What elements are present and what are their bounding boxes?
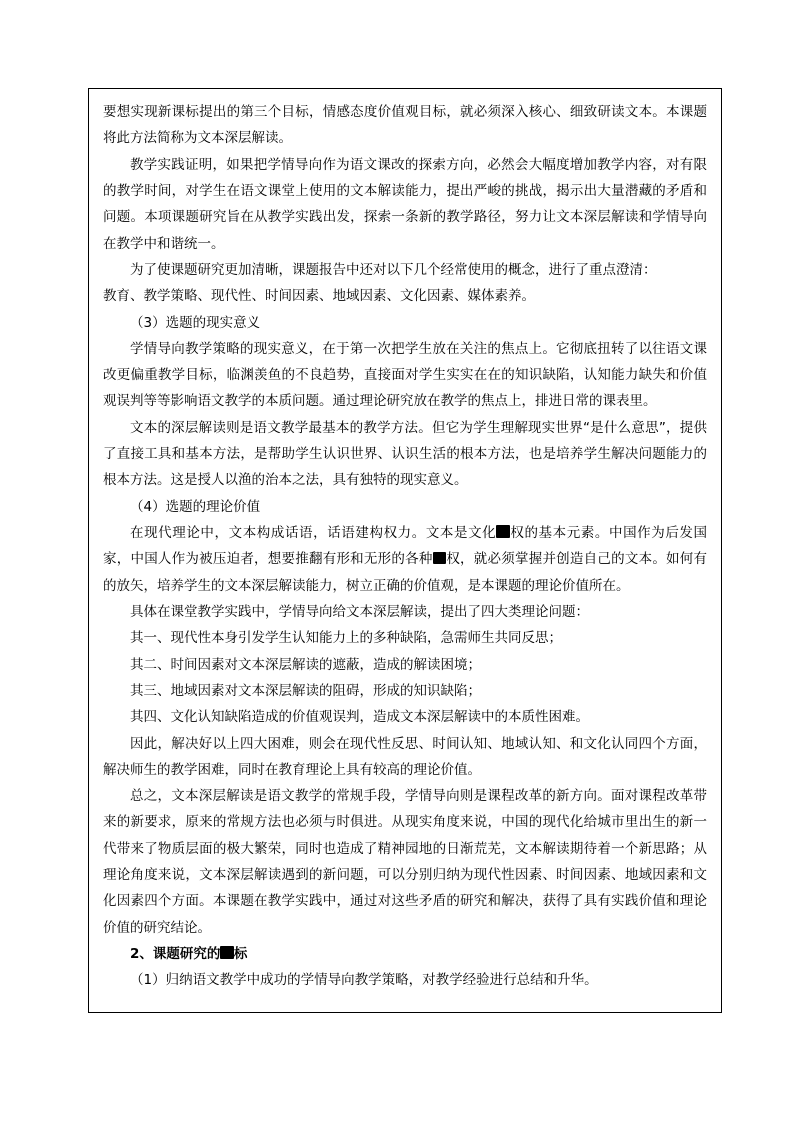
concept-list: 教育、教学策略、现代性、时间因素、地域因素、文化因素、媒体素养。 [103,288,535,305]
paragraph-7: 文本的深层解读则是语文教学最基本的教学方法。但它为学生理解现实世界“是什么意思”，提供了直接工具和基本方法，是帮助学生认识世界、认识生活的根本方法，也是培养学生解决问题能力的根本方法。这是授人以渔的治本之法，具有独特的现实意义。 [103,419,707,489]
list-item-3: 其三、地域因素对文本深层解读的阻碍，形成的知识缺陷； [130,682,481,699]
heading-research-goals [103,941,707,967]
paragraph-9-part-2: 权的基本元素。中国作为后发国家，中国人作为被压迫者，想要推翻有形和无形的各种 [103,525,708,568]
redacted-mark-1 [496,525,510,538]
list-item-4: 其四、文化认知缺陷造成的价值观误判，造成文本深层解读中的本质性困难。 [130,709,589,726]
paragraph-6: 学情导向教学策略的现实意义，在于第一次把学生放在关注的焦点上。它彻底扭转了以往语文课改更偏重教学目标，临渊羡鱼的不良趋势，直接面对学生实实在在的知识缺陷，认知能力缺失和价值观误判等等影响语文教学的本质问题。通过理论研究放在教学的焦点上，排进日常的课表里。 [103,340,707,410]
list-item-1: 其一、现代性本身引发学生认知能力上的多种缺陷，急需师生共同反思； [130,630,562,647]
heading-research-goals-part-1: 2、课题研究的 [130,946,221,962]
paragraph-2: 教学实践证明，如果把学情导向作为语文课改的探索方向，必然会大幅度增加教学内容，对有限的教学时间，对学生在语文课堂上使用的文本解读能力，提出严峻的挑战，揭示出大量潜藏的矛盾和问题。本项课题研究旨在从教学实践出发，探索一条新的教学路径，努力让文本深层解读和学情导向在教学中和谐统一。 [103,156,707,252]
paragraph-9-part-1: 在现代理论中，文本构成话语，话语建构权力。文本是文化 [130,525,497,541]
heading-practical-significance: （3）选题的现实意义 [130,314,261,331]
heading-research-goals-part-2: 标 [233,946,248,962]
paragraph-15: 因此，解决好以上四大困难，则会在现代性反思、时间认知、地域认知、和文化认同四个方面，解决师生的教学困难，同时在教育理论上具有较高的理论价值。 [103,735,707,778]
paragraph-16: 总之，文本深层解读是语文教学的常规手段，学情导向则是课程改革的新方向。面对课程改革带来的新要求，原来的常规方法也必须与时俱进。从现实角度来说，中国的现代化给城市里出生的新一代带来了物质层面的极大繁荣，同时也造成了精神园地的日渐荒芜，文本解读期待着一个新思路；从理论角度来说，文本深层解读遇到的新问题，可以分别归纳为现代性因素、时间因素、地域因素和文化因素四个方面。本课题在教学实践中，通过对这些矛盾的研究和解决，获得了具有实践价值和理论价值的研究结论。 [103,788,707,936]
redacted-mark-3 [220,946,234,959]
paragraph-3: 为了使课题研究更加清晰，课题报告中还对以下几个经常使用的概念，进行了重点澄清： [130,261,657,278]
heading-theoretical-value: （4）选题的理论价值 [130,498,261,515]
table-cell-body [103,99,707,994]
redacted-mark-2 [433,552,447,565]
paragraph-10: 具体在课堂教学实践中，学情导向给文本深层解读，提出了四大类理论问题： [130,603,589,620]
paragraph-9 [103,520,707,599]
paragraph-18: （1）归纳语文教学中成功的学情导向教学策略，对教学经验进行总结和升华。 [130,972,598,989]
content-table [88,88,722,1013]
paragraph-1: 要想实现新课标提出的第三个目标，情感态度价值观目标，就必须深入核心、细致研读文本。本课题将此方法简称为文本深层解读。 [103,104,707,147]
list-item-2: 其二、时间因素对文本深层解读的遮蔽，造成的解读困境； [130,656,481,673]
paragraph-9-part-3: 权，就必须掌握并创造自己的文本。如何有的放矢，培养学生的文本深层解读能力，树立正确的价值观，是本课题的理论价值所在。 [103,551,708,594]
